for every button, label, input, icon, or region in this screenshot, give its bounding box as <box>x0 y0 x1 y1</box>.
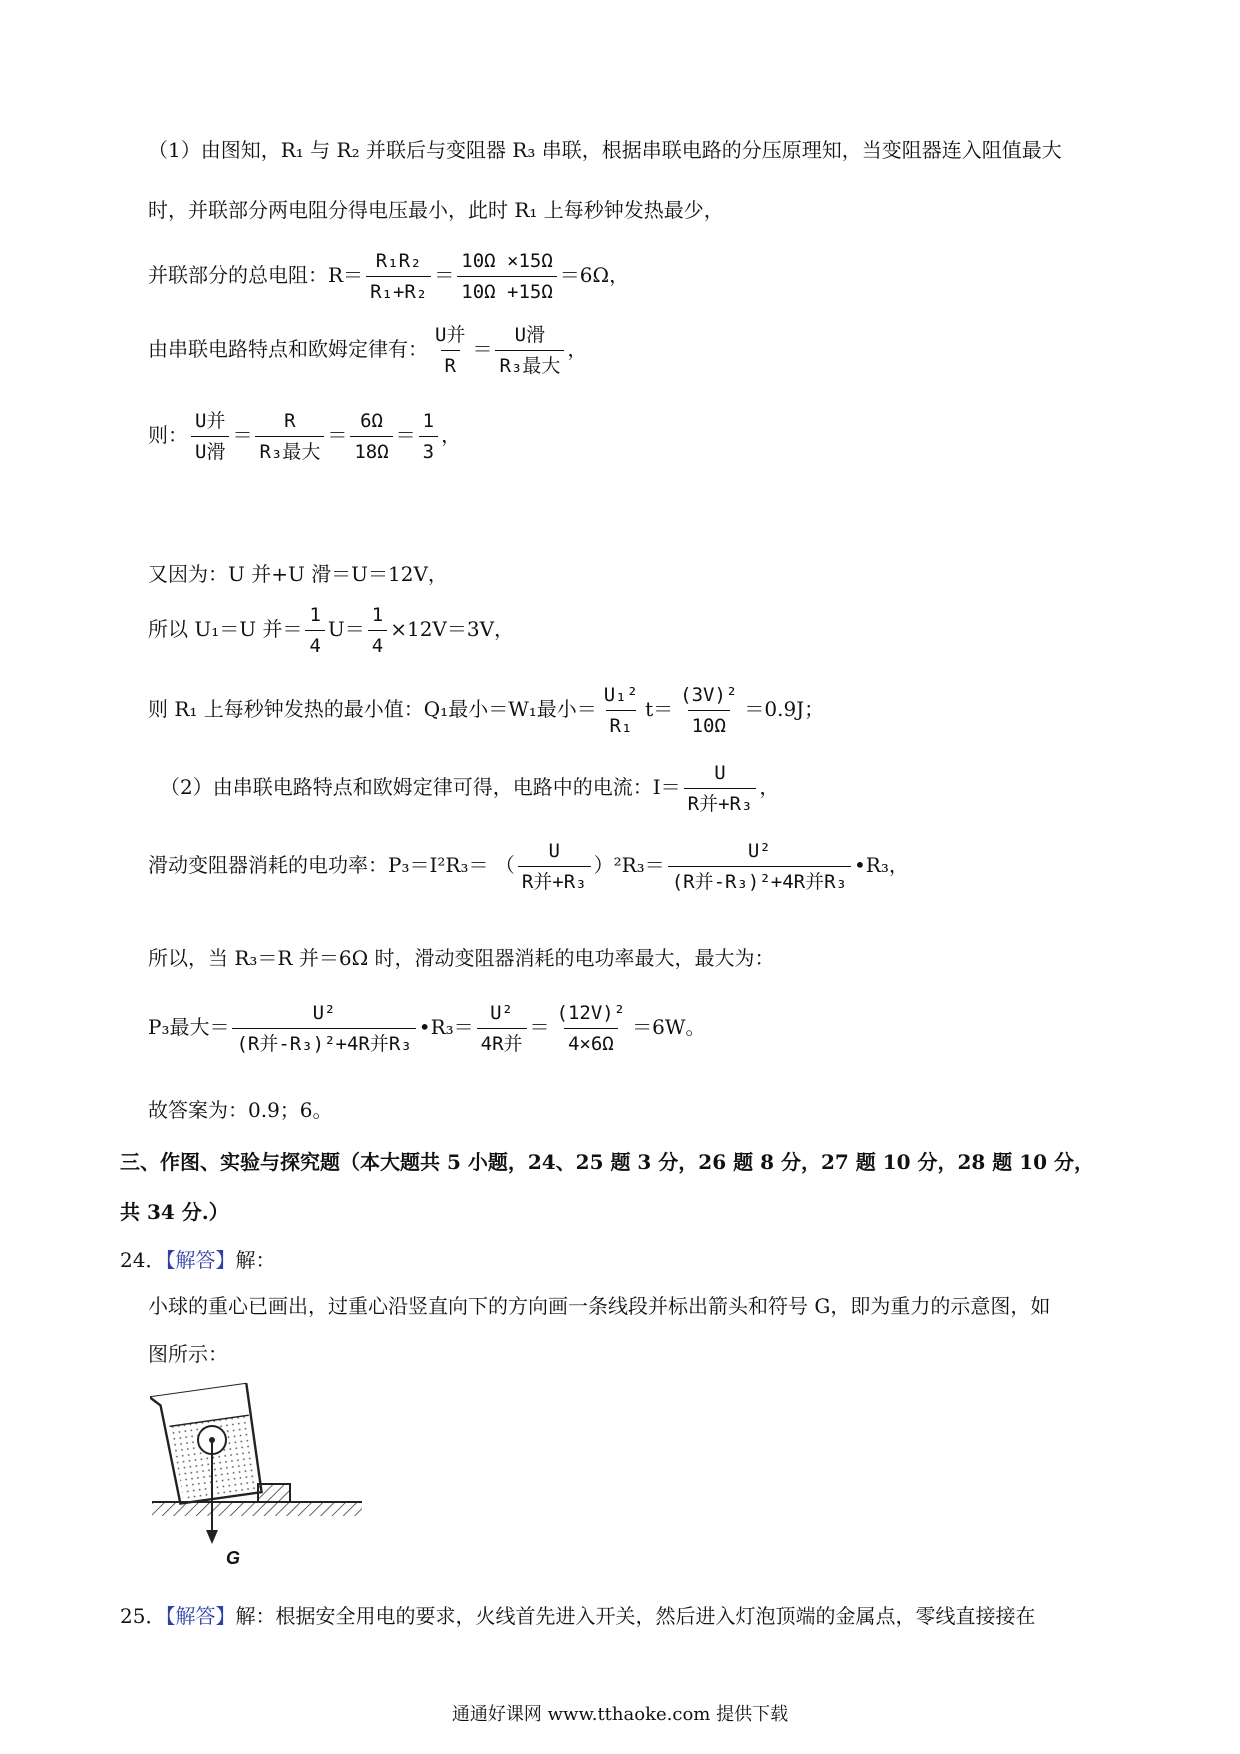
fraction: $\frac{\text{U²}}{\text{(R并-R₃)²+4R并R₃}}$ <box>232 1000 415 1057</box>
eq-label: 并联部分的总电阻：R＝ <box>148 263 364 287</box>
question-24-text-line-2: 图所示： <box>148 1342 228 1366</box>
paragraph-1-line-1: （1）由图知，R₁ 与 R₂ 并联后与变阻器 R₃ 串联，根据串联电路的分压原理知，当变阻器连入阻值最大 <box>148 138 1062 162</box>
gravity-arrow-head <box>206 1530 218 1544</box>
fraction: $\frac{1}{4}$ <box>305 602 324 659</box>
beaker-diagram <box>150 1358 390 1568</box>
question-25-heading: 25．【解答】解：根据安全用电的要求，火线首先进入开关，然后进入灯泡顶端的金属点，零线直接接在 <box>120 1604 1036 1628</box>
equation-max-power: P₃最大＝ $\frac{\text{U²}}{\text{(R并-R₃)²+4R并R₃}}$ •R₃＝ $\frac{\text{U²}}{\text{4R并}}$ ＝ $\frac{\text{(12V)²}}{4\times 6\Omega}$ ＝6W。 <box>148 1002 706 1055</box>
fraction: $\frac{\text{U并}}{R}$ <box>435 324 466 377</box>
answer-tag: 【解答】 <box>165 1248 236 1272</box>
fraction: $\frac{\text{(3V)²}}{10\Omega}$ <box>680 684 738 737</box>
equation-power: 滑动变阻器消耗的电功率：P₃＝I²R₃＝ （ $\frac{U}{\text{R并+R₃}}$ ）²R₃＝ $\frac{\text{U²}}{\text{(R并-R₃)²+4R并R₃}}$ •R₃， <box>148 840 909 893</box>
fraction: $\frac{\text{U²}}{\text{(R并-R₃)²+4R并R₃}}$ <box>668 838 851 895</box>
question-24-heading: 24．【解答】解： <box>120 1248 276 1272</box>
fraction: $\frac{\text{U并}}{\text{U滑}}$ <box>191 408 229 465</box>
fraction: $\frac{\text{U²}}{\text{4R并}}$ <box>477 1000 527 1057</box>
fraction: $\frac{\text{R₁R₂}}{\text{R₁+R₂}}$ <box>366 248 431 305</box>
answer-tag: 【解答】 <box>165 1604 236 1628</box>
fraction: $\frac{\text{(12V)²}}{4\times 6\Omega}$ <box>556 1002 626 1055</box>
section-3-heading-line-1: 三、作图、实验与探究题（本大题共 5 小题，24、25 题 3 分，26 题 8 分，27 题 10 分，28 题 10 分， <box>120 1150 1095 1174</box>
beaker-gravity-figure <box>150 1358 390 1573</box>
page-footer: 通通好课网 www.tthaoke.com 提供下载 <box>451 1704 789 1725</box>
fraction: $\frac{1}{4}$ <box>368 602 387 659</box>
gravity-label: G <box>226 1548 241 1568</box>
fraction: $\frac{\text{U滑}}{\text{R₃最大}}$ <box>495 322 564 379</box>
paragraph-1-line-2: 时，并联部分两电阻分得电压最小，此时 R₁ 上每秒钟发热最少， <box>148 198 724 222</box>
equation-u1: 所以 U₁＝U 并＝ $\frac{1}{4}$ U＝ $\frac{1}{4}$ ×12V＝3V， <box>148 604 515 657</box>
answer-line: 故答案为：0.9；6。 <box>148 1098 333 1122</box>
fraction: $\frac{\text{U₁²}}{\text{R₁}}$ <box>603 684 639 737</box>
fraction: $\frac{U}{\text{R并+R₃}}$ <box>518 838 591 895</box>
equation-current: （2）由串联电路特点和欧姆定律可得，电路中的电流：I＝ $\frac{U}{\text{R并+R₃}}$ ， <box>160 762 780 815</box>
fraction: $\frac{1}{3}$ <box>419 408 438 465</box>
section-3-heading-line-2: 共 34 分.） <box>120 1200 229 1224</box>
equation-parallel-resistance: 并联部分的总电阻：R＝ $\frac{\text{R₁R₂}}{\text{R₁+R₂}}$ ＝ $\frac{10\Omega \times 15\Omega}{10\Omega +15\Omega}$ ＝6Ω， <box>148 250 630 303</box>
equation-voltage-ratio: 则： $\frac{\text{U并}}{\text{U滑}}$ ＝ $\frac{R}{\text{R₃最大}}$ ＝ $\frac{6\Omega}{18\Omega}$ ＝ $\frac{1}{3}$ ， <box>148 410 462 463</box>
paragraph-max-condition: 所以，当 R₃＝R 并＝6Ω 时，滑动变阻器消耗的电功率最大，最大为： <box>148 946 775 970</box>
question-24-text-line-1: 小球的重心已画出，过重心沿竖直向下的方向画一条线段并标出箭头和符号 G，即为重力的示意图，如 <box>148 1294 1051 1318</box>
fraction: $\frac{U}{\text{R并+R₃}}$ <box>684 760 757 817</box>
fraction: $\frac{6\Omega}{18\Omega}$ <box>350 408 392 465</box>
fraction: $\frac{10\Omega \times 15\Omega}{10\Omega +15\Omega}$ <box>457 248 557 305</box>
equation-ohms-law: 由串联电路特点和欧姆定律有： $\frac{\text{U并}}{R}$ ＝ $\frac{\text{U滑}}{\text{R₃最大}}$ ， <box>148 324 588 377</box>
equation-min-heat: 则 R₁ 上每秒钟发热的最小值：Q₁最小＝W₁最小＝ $\frac{\text{U₁²}}{\text{R₁}}$ t＝ $\frac{\text{(3V)²}}{10\Omega}$ ＝0.9J； <box>148 684 825 737</box>
paragraph-total-voltage: 又因为：U 并+U 滑＝U＝12V， <box>148 562 448 586</box>
fraction: $\frac{R}{\text{R₃最大}}$ <box>255 408 324 465</box>
